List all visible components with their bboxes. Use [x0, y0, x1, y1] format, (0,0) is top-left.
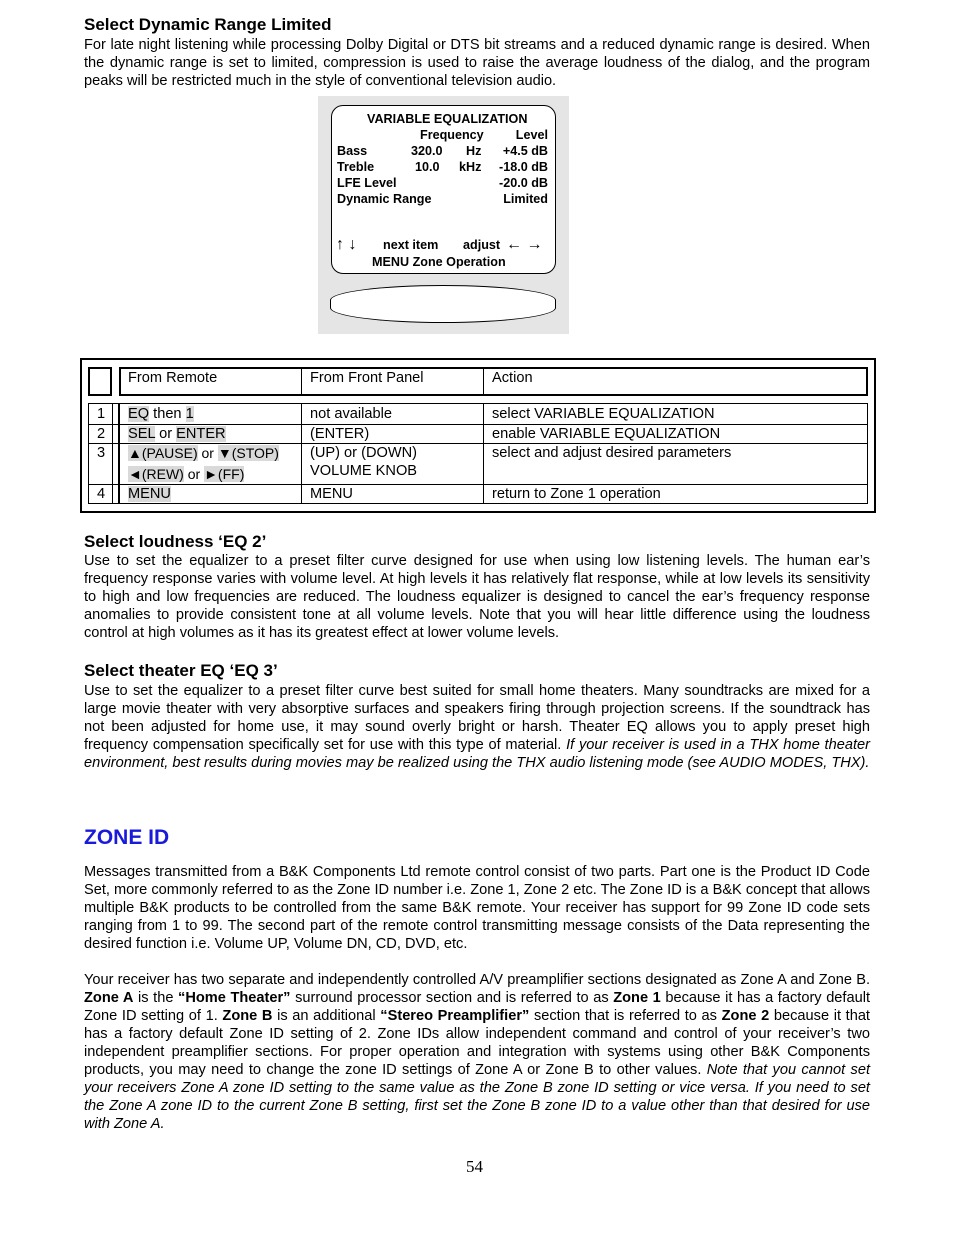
table-row-num: 4: [97, 486, 106, 502]
table-header-remote: From Remote: [128, 370, 218, 386]
section-text-dynamic-range: For late night listening while processing Dolby Digital or DTS bit streams and a reduced dynamic range is desired. When the dynamic range is set to limited, compression is used to raise the average loudness of the dialog, and the program peaks will be restricted much in the style of conventional television audio.: [84, 37, 870, 89]
table-header-action: Action: [492, 370, 533, 386]
up-down-arrow-icon: ↑ ↓: [336, 236, 357, 253]
display-row-level: -18.0 dB: [499, 160, 548, 174]
zone-bold: “Home Theater”: [178, 990, 291, 1006]
zone-bold: Zone 1: [613, 990, 661, 1006]
display-figure: [318, 96, 569, 334]
table-cell-front-line2: VOLUME KNOB: [310, 463, 418, 479]
display-row-unit: Hz: [466, 144, 482, 158]
display-next-item: next item: [383, 238, 439, 252]
zone-text: because it that has a factory default Zone ID setting of 2. Zone IDs allow independent command and control of your receiver’s two independent preamplifier sections. For proper operation and integration with systems using other B&K Components products, you may need to change the zone ID settings of Zone A or Zone B to other values.: [84, 1008, 870, 1078]
remote-key-stop: ▼(STOP): [217, 445, 279, 461]
table-header-num-cell: [88, 367, 112, 396]
display-row-label: Treble: [337, 160, 375, 174]
theater-eq-text: Use to set the equalizer to a preset filter curve best suited for small home theaters. Many soundtracks are mixed for a large movie theater with very absorptive surfaces and speakers firing through projection screens. If the soundtrack has not been adjusted for home use, it may sound overly bright or harsh. Theater EQ allows you to apply preset high frequency compensation specifically set for use with this type of material.: [84, 683, 870, 753]
zone-id-paragraph-2: [84, 971, 870, 1133]
remote-connector: or: [155, 426, 177, 442]
table-cell-remote: [128, 485, 171, 504]
display-row-freq: 320.0: [411, 144, 443, 158]
section-text-theater-eq: [84, 682, 870, 772]
table-row-num: 1: [97, 406, 106, 422]
table-cell-remote: [128, 444, 279, 463]
table-cell-remote-line2: [128, 465, 244, 484]
remote-connector: or: [197, 445, 218, 461]
theater-eq-note: If your receiver is used in a THX home theater environment, best results during movies may be realized using the THX audio listening mode (see AUDIO MODES, THX).: [84, 737, 870, 771]
zone-bold: Zone 2: [721, 1008, 770, 1024]
zone-text: is an additional: [272, 1008, 381, 1024]
remote-connector: or: [183, 466, 205, 482]
zone-bold: Zone B: [222, 1008, 273, 1024]
zone-text: because it has a factory default Zone ID setting of 1.: [84, 990, 871, 1024]
zone-text: section that is referred to as: [529, 1008, 722, 1024]
display-row-freq: 10.0: [415, 160, 440, 174]
table-header-front-panel: From Front Panel: [310, 370, 424, 386]
lcd-lower-screen: [330, 285, 556, 323]
section-heading-loudness: Select loudness ‘EQ 2’: [84, 532, 267, 551]
zone-text: Your receiver has two separate and independently controlled A/V preamplifier sections designated as Zone A and Zone B.: [84, 972, 870, 988]
zone-text: is the: [133, 990, 179, 1006]
display-row-level: -20.0 dB: [499, 176, 548, 190]
operation-table: [80, 358, 876, 513]
table-cell-remote: [128, 425, 226, 444]
remote-key-enter: ENTER: [176, 426, 226, 442]
table-cell-remote: [128, 405, 194, 424]
display-row-unit: kHz: [459, 160, 482, 174]
section-heading-dynamic-range: Select Dynamic Range Limited: [84, 15, 332, 34]
table-cell-front: not available: [310, 406, 392, 422]
remote-key-eq: EQ: [128, 406, 150, 422]
display-col-level: Level: [515, 128, 548, 142]
remote-key-sel: SEL: [128, 426, 156, 442]
remote-key-pause: ▲(PAUSE): [128, 445, 198, 461]
display-row-label: LFE Level: [337, 176, 397, 190]
table-cell-action: return to Zone 1 operation: [492, 486, 661, 502]
zone-italic-note: Note that you cannot set your receivers Zone A zone ID setting to the same value as the Zone B zone ID setting or vice versa. If you need to set the Zone A zone ID to the current Zone B setting, first set the Zone B zone ID to a value other than that desired for use with Zone A.: [84, 1062, 870, 1132]
display-adjust: adjust: [463, 238, 501, 252]
zone-bold: Zone A: [84, 990, 134, 1006]
remote-key-rew: ◄(REW): [128, 466, 184, 482]
left-right-arrow-icon: ← →: [506, 236, 543, 253]
display-row-level: Limited: [503, 192, 548, 206]
remote-key-1: 1: [185, 406, 194, 422]
display-menu-line: MENU Zone Operation: [372, 255, 506, 269]
table-cell-front: (UP) or (DOWN): [310, 445, 418, 461]
display-col-frequency: Frequency: [420, 128, 484, 142]
display-row-label: Bass: [337, 144, 368, 158]
zone-bold: “Stereo Preamplifier”: [380, 1008, 530, 1024]
table-row-num: 3: [97, 445, 106, 461]
table-cell-front: (ENTER): [310, 426, 370, 442]
display-row-lfe: [332, 175, 555, 191]
table-cell-action: enable VARIABLE EQUALIZATION: [492, 426, 721, 442]
table-header-row: [119, 367, 868, 396]
display-row-label: Dynamic Range: [337, 192, 432, 206]
display-row-bass: [332, 143, 555, 159]
table-cell-action: select VARIABLE EQUALIZATION: [492, 406, 715, 422]
zone-text: surround processor section and is referred to as: [290, 990, 614, 1006]
display-row-dynamic-range: [332, 191, 555, 207]
remote-key-ff: ►(FF): [204, 466, 245, 482]
table-cell-action: select and adjust desired parameters: [492, 445, 732, 461]
zone-id-title: ZONE ID: [84, 826, 170, 849]
lcd-screen: [331, 105, 556, 274]
table-body: [88, 403, 868, 504]
table-cell-front: MENU: [310, 486, 353, 502]
zone-id-paragraph-1: Messages transmitted from a B&K Components Ltd remote control consist of two parts. Part one is the Product ID Code Set, more commonly referred to as the Zone ID number i.e. Zone 1, Zone 2 etc. The Zone ID is a B&K concept that allows multiple B&K products to be controlled from the same B&K remote. Your receiver has support for 99 Zone ID code sets ranging from 1 to 99. The second part of the remote control transmitting message consists of the Data representing the desired function i.e. Volume UP, Volume DN, CD, DVD, etc.: [84, 864, 870, 952]
display-row-level: +4.5 dB: [502, 144, 548, 158]
display-row-treble: [332, 159, 555, 175]
display-title: VARIABLE EQUALIZATION: [367, 112, 528, 126]
section-text-loudness: Use to set the equalizer to a preset filter curve designed for use when using low listening levels. The human ear’s frequency response varies with volume level. At high levels it has relatively flat response, while at low levels its sensitivity to high and low frequencies are reduced. The loudness equalizer is designed to cancel the ear’s frequency response anomalies to provide consistent tone at all volume levels. Note that you will hear little difference using the loudness control at high volumes as it has its greatest effect at lower volume levels.: [84, 553, 870, 641]
table-row-num: 2: [97, 426, 106, 442]
section-heading-theater-eq: Select theater EQ ‘EQ 3’: [84, 661, 278, 680]
remote-key-menu: MENU: [128, 486, 171, 502]
remote-connector: then: [149, 406, 186, 422]
page-number: 54: [466, 1157, 483, 1176]
